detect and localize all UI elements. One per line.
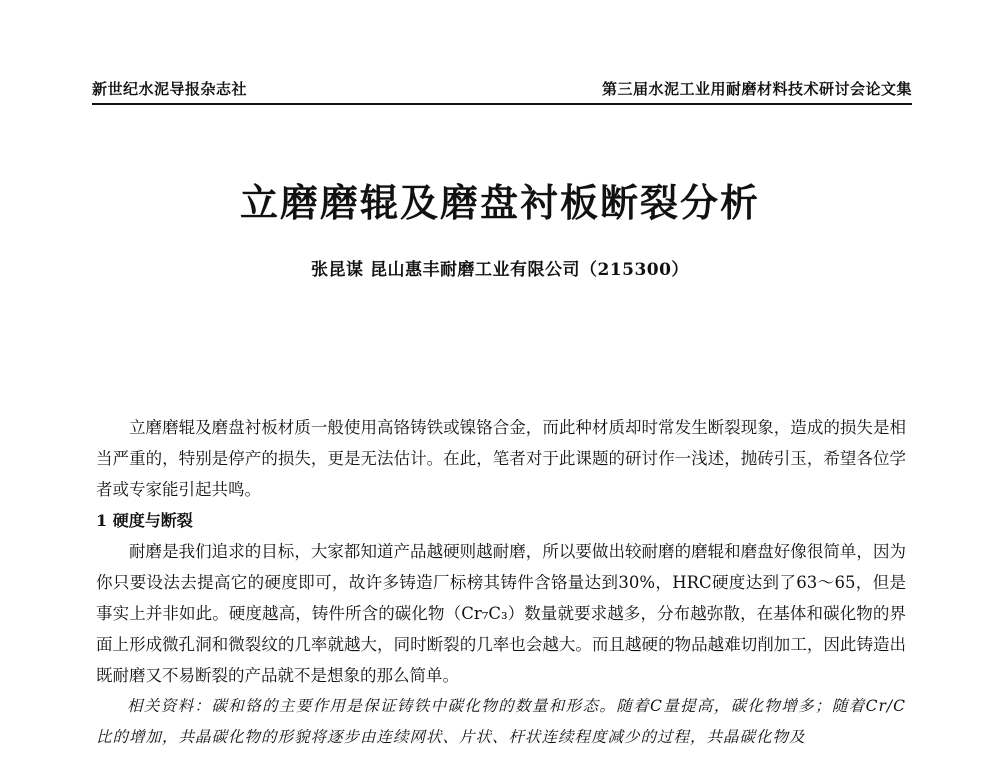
- intro-paragraph: 立磨磨辊及磨盘衬板材质一般使用高铬铸铁或镍铬合金，而此种材质却时常发生断裂现象，造成的损失是相当严重的，特别是停产的损失，更是无法估计。在此，笔者对于此课题的研讨作一浅述，抛砖引玉，希望各位学者或专家能引起共鸣。: [96, 418, 906, 499]
- body-paragraph: 耐磨是我们追求的目标，大家都知道产品越硬则越耐磨，所以要做出较耐磨的磨辊和磨盘好像很简单，因为你只要设法去提高它的硬度即可，故许多铸造厂标榜其铸件含铬量达到30%，HRC硬度达到了63～65，但是事实上并非如此。硬度越高，铸件所含的碳化物（Cr₇C₃）数量就要求越多，分布越弥散，在基体和碳化物的界面上形成微孔洞和微裂纹的几率就越大，同时断裂的几率也会越大。而且越硬的物品越难切削加工，因此铸造出既耐磨又不易断裂的产品就不是想象的那么简单。: [96, 542, 906, 685]
- author-affiliation: 张昆谋 昆山惠丰耐磨工业有限公司（215300）: [311, 260, 689, 280]
- paper-title: 立磨磨辊及磨盘衬板断裂分析: [239, 180, 760, 225]
- header-proceedings-name: 第三届水泥工业用耐磨材料技术研讨会论文集: [601, 80, 912, 98]
- related-info-paragraph: 相关资料：碳和铬的主要作用是保证铸铁中碳化物的数量和形态。随着C量提高，碳化物增多；随着Cr/C比的增加，共晶碳化物的形貌将逐步由连续网状、片状、杆状连续程度减少的过程，共晶碳化物及: [96, 697, 906, 746]
- paper-body: [96, 412, 906, 753]
- running-header: [92, 78, 912, 105]
- section-heading: 1 硬度与断裂: [96, 511, 193, 530]
- header-journal-name: 新世纪水泥导报杂志社: [92, 80, 248, 98]
